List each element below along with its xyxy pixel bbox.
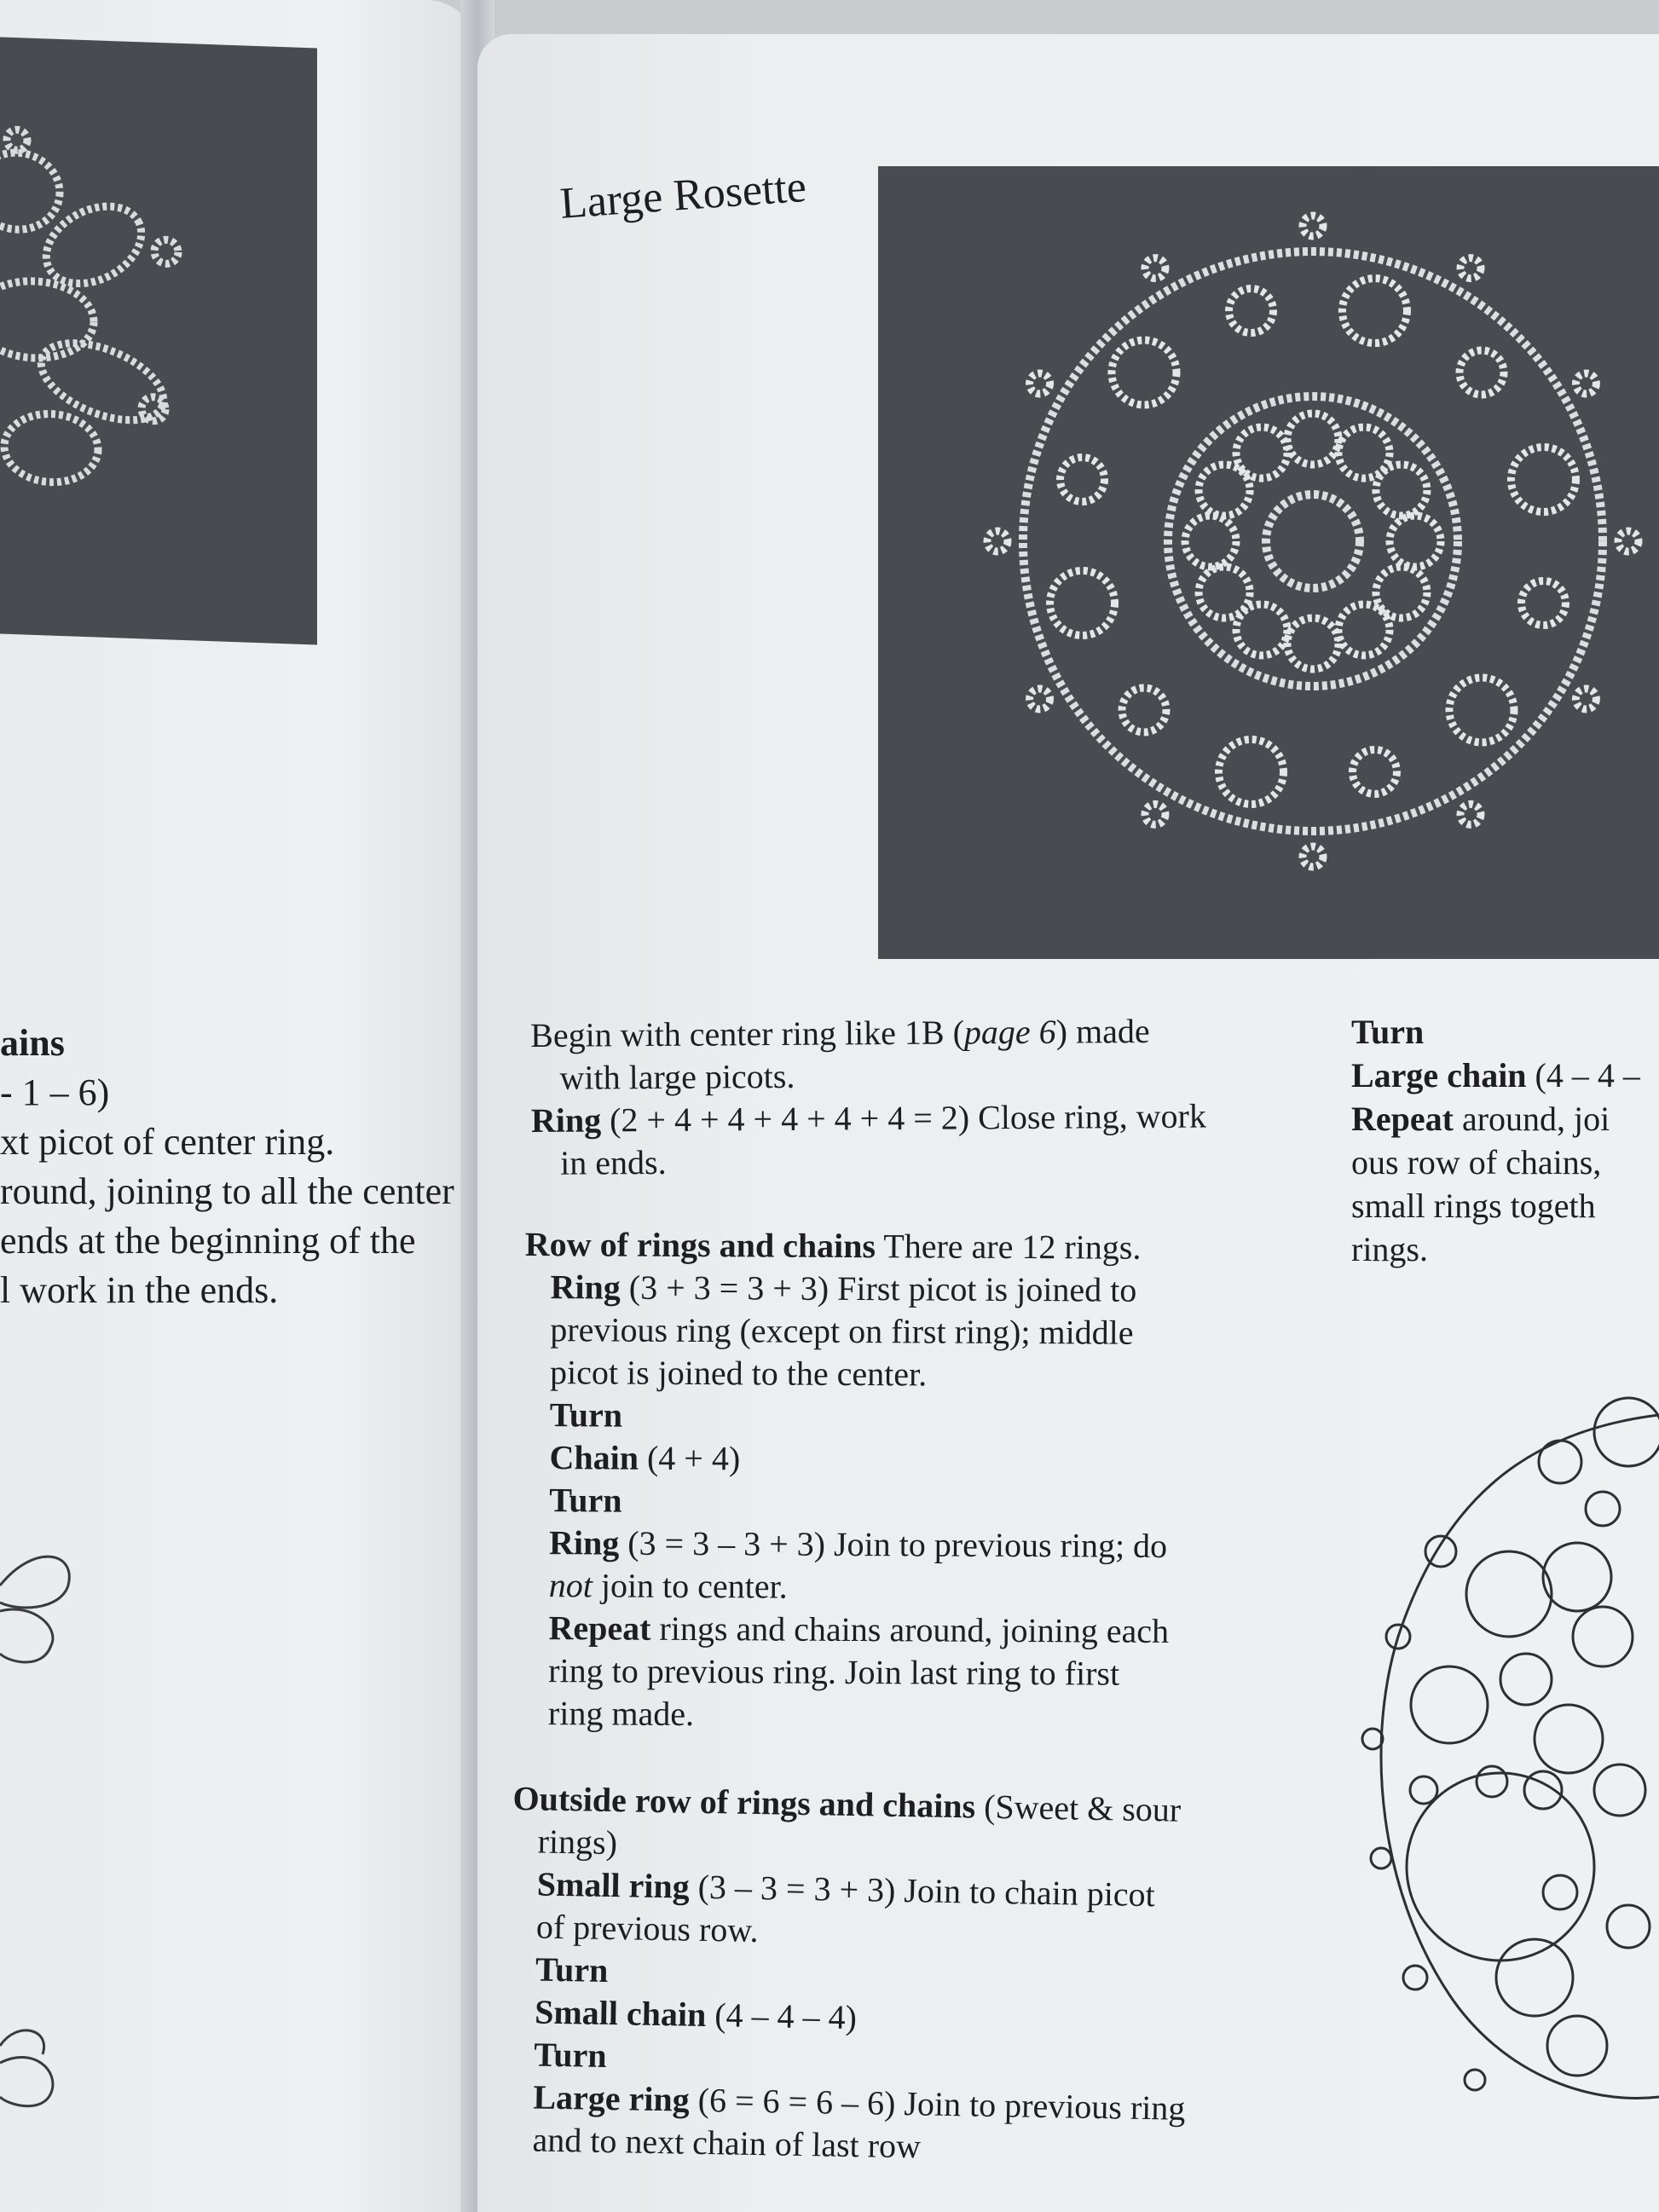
body-text: (3 = 3 – 3 + 3) Join to previous ring; do	[619, 1523, 1168, 1565]
term-large-chain: Large chain	[1351, 1056, 1527, 1094]
diagram-ring	[1607, 1905, 1650, 1948]
intro-text: Begin with center ring like 1B (	[530, 1013, 965, 1054]
photo-picot	[1303, 216, 1323, 236]
photo-inner-ring	[1376, 465, 1427, 516]
diagram-ring	[1594, 1764, 1645, 1816]
term-small-ring: Small ring	[536, 1864, 691, 1906]
body-text: and to next chain of last row	[532, 2120, 922, 2166]
page-ref: page 6	[963, 1012, 1056, 1052]
body-text: picot is joined to the center.	[549, 1353, 928, 1394]
photo-picot	[1145, 258, 1165, 279]
left-line: l work in the ends.	[0, 1269, 279, 1311]
diagram-ring	[1465, 2070, 1485, 2090]
diagram-ring	[1403, 1966, 1427, 1990]
body-text: ring to previous ring. Join last ring to first	[548, 1651, 1120, 1693]
photo-outer-ring	[1061, 458, 1105, 502]
intro-text: in ends.	[560, 1142, 667, 1182]
diagram-ring	[1535, 1705, 1603, 1773]
left-line: ends at the beginning of the	[0, 1220, 416, 1262]
tatting-pattern-diagram	[1347, 1381, 1659, 2148]
diagram-ring	[1496, 1939, 1573, 2016]
intro-paragraph	[530, 1009, 1206, 1185]
term-turn: Turn	[549, 1395, 623, 1435]
term-turn: Turn	[1351, 1013, 1425, 1051]
term-ring: Ring	[548, 1523, 620, 1562]
body-text: previous ring (except on first ring); middle	[550, 1310, 1134, 1352]
section-heading: Outside row of rings and chains	[512, 1778, 976, 1826]
term-turn: Turn	[533, 2035, 607, 2075]
term-ring: Ring	[530, 1100, 602, 1140]
photo-inner-ring	[1185, 516, 1236, 567]
photo-inner-ring	[1287, 618, 1338, 669]
photo-picot	[1030, 373, 1050, 394]
term-small-chain: Small chain	[534, 1992, 707, 2034]
photo-outer-ring	[1511, 448, 1575, 512]
term-large-ring: Large ring	[533, 2077, 691, 2119]
intro-text: (2 + 4 + 4 + 4 + 4 + 4 = 2) Close ring, work	[600, 1096, 1207, 1140]
photo-picot	[1460, 804, 1481, 824]
photo-inner-ring	[1236, 604, 1287, 656]
diagram-ring	[1466, 1551, 1552, 1637]
body-text: (4 – 4 – 4)	[705, 1995, 858, 2037]
photo-picot	[1575, 373, 1596, 394]
photo-inner-ring	[1199, 465, 1250, 516]
large-rosette-photo	[878, 166, 1659, 959]
diagram-ring	[1547, 2016, 1607, 2076]
photo-inner-ring	[1287, 413, 1338, 465]
body-text: around, joi	[1453, 1100, 1610, 1138]
diagram-ring	[1362, 1729, 1383, 1749]
photo-picot	[1618, 531, 1639, 552]
body-text: (4 – 4 –	[1526, 1056, 1640, 1094]
body-text: join to center.	[592, 1566, 788, 1606]
body-text: (Sweet & sour	[974, 1787, 1182, 1829]
section-heading: Row of rings and chains	[524, 1225, 876, 1266]
photo-inner-ring	[1338, 604, 1390, 656]
left-flower-photo	[0, 38, 317, 645]
photo-outer-ring	[1229, 289, 1274, 333]
left-line: ains	[0, 1022, 65, 1064]
left-tatting-diagram-fragment	[0, 1534, 102, 2131]
left-line: xt picot of center ring.	[0, 1121, 335, 1163]
term-repeat: Repeat	[548, 1608, 651, 1648]
left-line: - 1 – 6)	[0, 1071, 110, 1113]
photo-inner-ring	[1390, 516, 1441, 567]
photo-outer-ring	[1122, 688, 1166, 732]
row-of-rings-paragraph	[523, 1223, 1171, 1738]
page-title: Large Rosette	[558, 162, 808, 228]
term-ring: Ring	[550, 1268, 621, 1307]
body-text: (6 = 6 = 6 – 6) Join to previous ring	[689, 2080, 1186, 2128]
outside-row-paragraph	[506, 1777, 1191, 2173]
intro-text: ) made	[1055, 1011, 1150, 1051]
diagram-ring	[1477, 1766, 1507, 1797]
diagram-ring	[1371, 1848, 1391, 1868]
body-text: rings and chains around, joining each	[650, 1608, 1170, 1650]
photo-picot	[1030, 689, 1050, 709]
photo-picot	[987, 531, 1008, 552]
diagram-ring	[1594, 1398, 1659, 1466]
body-text: ous row of chains,	[1351, 1143, 1602, 1181]
term-turn: Turn	[549, 1481, 622, 1520]
body-text: rings.	[1351, 1230, 1428, 1268]
photo-picot	[1460, 258, 1481, 279]
diagram-ring	[1500, 1654, 1552, 1705]
photo-outer-ring	[1460, 350, 1504, 395]
photo-outer-ring	[1521, 580, 1565, 625]
photo-picot	[1303, 846, 1323, 867]
photo-picot	[1145, 804, 1165, 824]
photo-outer-ring	[1219, 739, 1284, 804]
term-chain: Chain	[549, 1438, 639, 1477]
term-repeat: Repeat	[1351, 1100, 1454, 1138]
left-line: round, joining to all the center	[0, 1170, 454, 1212]
photo-outer-ring	[1449, 678, 1514, 742]
diagram-ring	[1407, 1773, 1594, 1961]
photo-outer-ring	[1112, 340, 1176, 405]
body-text: (4 + 4)	[638, 1438, 741, 1478]
right-column-text	[1351, 1010, 1640, 1271]
body-text: small rings togeth	[1351, 1187, 1596, 1225]
body-text: (3 – 3 = 3 + 3) Join to chain picot	[689, 1867, 1156, 1915]
intro-text: with large picots.	[559, 1056, 795, 1097]
body-text: ring made.	[547, 1694, 695, 1734]
emphasis-not: not	[548, 1566, 593, 1605]
body-text: of previous row.	[535, 1907, 759, 1950]
diagram-ring	[1410, 1776, 1437, 1804]
photo-outer-ring	[1342, 279, 1407, 344]
diagram-ring	[1586, 1492, 1620, 1526]
photo-outer-ring	[1050, 570, 1115, 635]
diagram-ring	[1411, 1666, 1488, 1743]
diagram-ring	[1573, 1607, 1633, 1666]
diagram-ring	[1543, 1875, 1577, 1909]
left-page-text	[0, 1019, 454, 1315]
photo-outer-ring	[1352, 749, 1396, 794]
diagram-ring	[1543, 1543, 1611, 1611]
term-turn: Turn	[535, 1949, 609, 1990]
body-text: rings)	[537, 1822, 618, 1863]
body-text: There are 12 rings.	[875, 1227, 1142, 1267]
body-text: (3 + 3 = 3 + 3) First picot is joined to	[620, 1268, 1137, 1309]
photo-picot	[1575, 689, 1596, 709]
